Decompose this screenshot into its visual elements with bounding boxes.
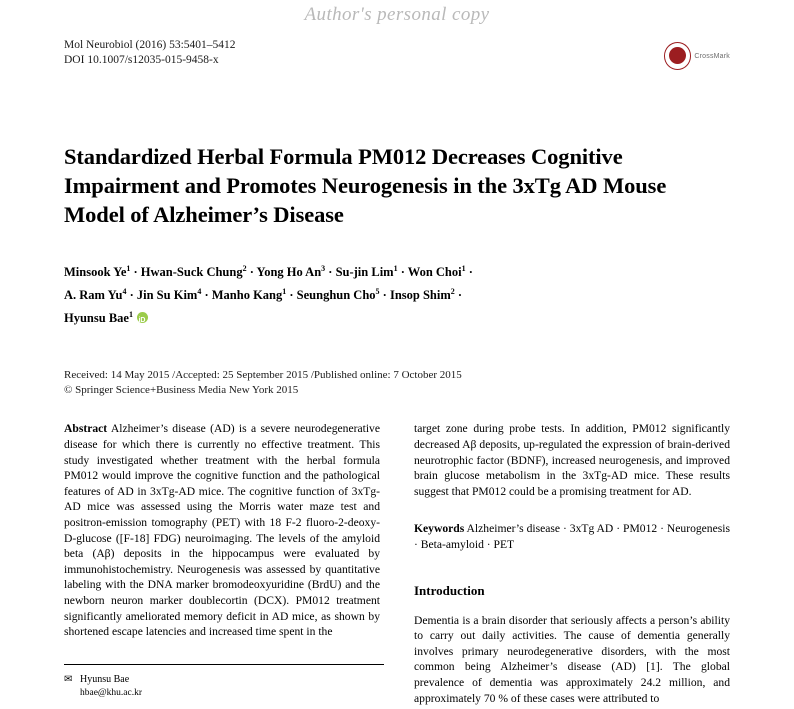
corresponding-author-email[interactable]: hbae@khu.ac.kr <box>80 687 143 698</box>
journal-reference: Mol Neurobiol (2016) 53:5401–5412 <box>64 39 236 51</box>
page-title: Standardized Herbal Formula PM012 Decreases Cognitive Impairment and Promotes Neurogenesis in the 3xTg AD Mouse Model of Alzheimer’s Disease <box>64 144 667 227</box>
page-content <box>64 38 730 706</box>
publication-dates <box>64 368 730 397</box>
abstract-text-part2: target zone during probe tests. In addition, PM012 significantly decreased Aβ deposits, up-regulated the expression of brain-derived neurotrophic factor (BDNF), increased neurogenesis, and improved brain glucose metabolism in the 3xTg-AD mice. These results suggest that PM012 could be a promising treatment for AD. <box>414 422 730 498</box>
envelope-icon: ✉ <box>64 674 73 685</box>
abstract-text-part1: Alzheimer’s disease (AD) is a severe neurodegenerative disease for which there is currently no effective treatment. This study investigated whether treatment with the herbal formula PM012 would improve the cognitive function and the pathological features of AD in 3xTg-AD mice. The cognitive function of 3xTg-AD mice was assessed using the Morris water maze test and positron-emission tomography (PET) with 18 F-2 fluoro-2-deoxy-D-glucose ([F-18] FDG) neuroimaging. The levels of the amyloid beta (Aβ) deposits in the hippocampus were evaluated by immunohistochemistry. Neurogenesis was assessed by quantitative labeling with the DNA marker bromodeoxyuridine (BrdU) and the newborn neuron marker doublecortin (DCX). PM012 treatment significantly ameliorated memory deficit in AD mice, as shown by shortened escape latencies and increased time spent in the <box>64 422 381 639</box>
abstract-paragraph <box>64 421 380 639</box>
orcid-icon[interactable] <box>137 312 148 323</box>
watermark-text: Author's personal copy <box>304 4 490 25</box>
abstract-label: Abstract <box>64 422 108 436</box>
keywords-text: Alzheimer’s disease · 3xTg AD · PM012 · Neurogenesis · Beta-amyloid · PET <box>414 522 730 552</box>
right-column <box>414 421 730 706</box>
copyright-line: © Springer Science+Business Media New York 2015 <box>64 383 299 396</box>
crossmark-label: CrossMark <box>694 52 730 60</box>
doi-line: DOI 10.1007/s12035-015-9458-x <box>64 54 219 66</box>
introduction-paragraph: Dementia is a brain disorder that seriously affects a person’s ability to carry out daily activities. The cause of dementia generally involves primary neurodegenerative disorders, with the most common being Alzheimer’s disease (AD) [1]. The global prevalence of dementia was approximately 24.2 million, and approximately 70 % of these cases were attributed to <box>414 613 730 705</box>
keywords-label: Keywords <box>414 522 465 536</box>
corresponding-author-footnote <box>64 664 384 700</box>
keywords-block <box>414 521 730 552</box>
introduction-heading: Introduction <box>414 582 485 598</box>
crossmark-icon <box>664 42 691 70</box>
crossmark-badge[interactable] <box>664 40 730 72</box>
received-accepted-line: Received: 14 May 2015 /Accepted: 25 September 2015 /Published online: 7 October 2015 <box>64 369 462 382</box>
corresponding-author-name: Hyunsu Bae <box>80 674 130 685</box>
author-list: Minsook $Ye^1$ · Hwan-Suck Chung$^2$ · Yong Ho $An^3 \cdot Su-jin$ Lim$^1$ · Won Choi$^1$ · A. Ram $Yu^4$ · Jin Su Kim$^4$ · Manho Kang$^1$ · Seunghun Cho$^5$ · Insop Shim$^2$ · Hyunsu Bae$^1$iD <box>64 259 684 328</box>
